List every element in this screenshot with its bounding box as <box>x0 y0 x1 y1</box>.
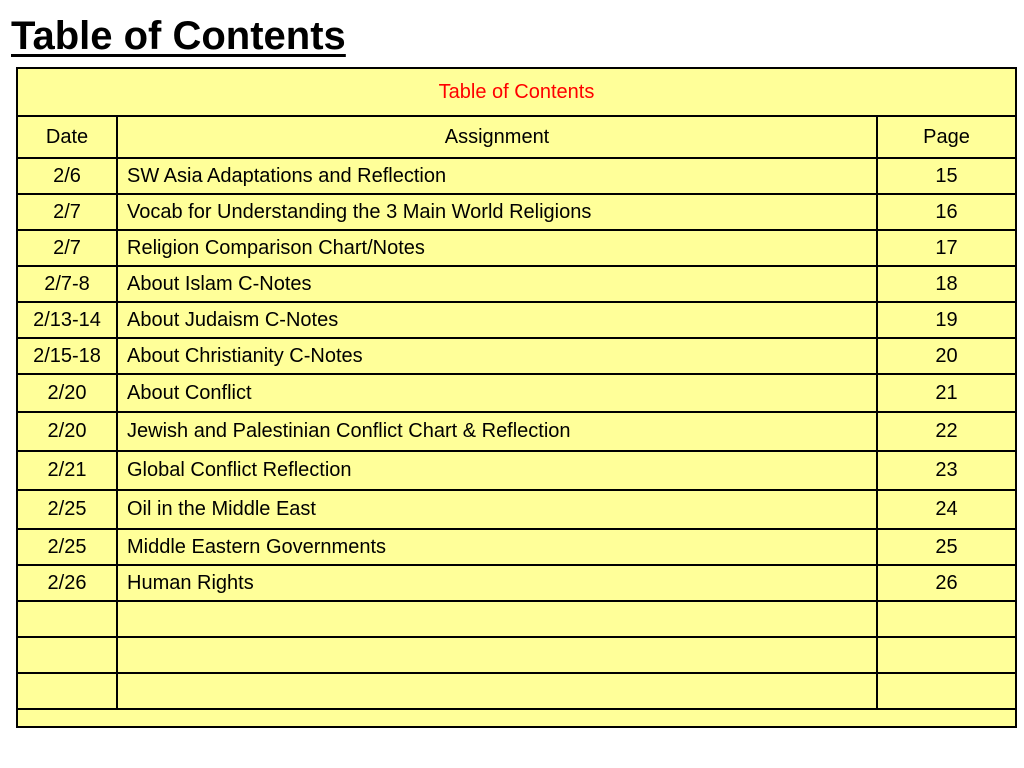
date-cell: 2/13-14 <box>17 302 117 338</box>
assignment-cell: About Conflict <box>117 374 877 412</box>
page-cell: 20 <box>877 338 1016 374</box>
date-cell <box>17 601 117 637</box>
table-row <box>17 490 1016 529</box>
page-title: Table of Contents <box>11 14 346 58</box>
date-cell: 2/25 <box>17 490 117 529</box>
date-cell: 2/7-8 <box>17 266 117 302</box>
page-cell: 26 <box>877 565 1016 601</box>
table-header-row <box>17 116 1016 158</box>
assignment-cell: Jewish and Palestinian Conflict Chart & Reflection <box>117 412 877 451</box>
date-cell <box>17 637 117 673</box>
table-row <box>17 302 1016 338</box>
table-row-empty <box>17 673 1016 709</box>
page-cell: 24 <box>877 490 1016 529</box>
page-cell <box>877 673 1016 709</box>
table-row-empty <box>17 637 1016 673</box>
page-cell <box>877 637 1016 673</box>
date-cell: 2/15-18 <box>17 338 117 374</box>
table-row <box>17 451 1016 490</box>
page-cell: 15 <box>877 158 1016 194</box>
table-row-empty <box>17 601 1016 637</box>
page-cell: 22 <box>877 412 1016 451</box>
assignment-cell: About Islam C-Notes <box>117 266 877 302</box>
assignment-cell <box>117 673 877 709</box>
date-column-header: Date <box>17 116 117 158</box>
assignment-cell: Vocab for Understanding the 3 Main World Religions <box>117 194 877 230</box>
date-cell: 2/7 <box>17 230 117 266</box>
assignment-column-header: Assignment <box>117 116 877 158</box>
page-cell: 16 <box>877 194 1016 230</box>
date-cell <box>17 673 117 709</box>
table-row <box>17 374 1016 412</box>
table-row <box>17 230 1016 266</box>
table-row <box>17 338 1016 374</box>
toc-table <box>16 67 1017 728</box>
assignment-cell: About Christianity C-Notes <box>117 338 877 374</box>
assignment-cell: SW Asia Adaptations and Reflection <box>117 158 877 194</box>
assignment-cell <box>117 637 877 673</box>
assignment-cell: Religion Comparison Chart/Notes <box>117 230 877 266</box>
date-cell: 2/25 <box>17 529 117 565</box>
table-row <box>17 194 1016 230</box>
table-footer-row <box>17 709 1016 727</box>
table-footer-cell <box>17 709 1016 727</box>
page-cell: 21 <box>877 374 1016 412</box>
page-cell <box>877 601 1016 637</box>
page-cell: 17 <box>877 230 1016 266</box>
table-row <box>17 565 1016 601</box>
assignment-cell <box>117 601 877 637</box>
date-cell: 2/6 <box>17 158 117 194</box>
table-caption: Table of Contents <box>17 68 1016 116</box>
table-row <box>17 158 1016 194</box>
page-cell: 19 <box>877 302 1016 338</box>
table-row <box>17 412 1016 451</box>
assignment-cell: About Judaism C-Notes <box>117 302 877 338</box>
page-column-header: Page <box>877 116 1016 158</box>
date-cell: 2/26 <box>17 565 117 601</box>
table-row <box>17 266 1016 302</box>
page-cell: 23 <box>877 451 1016 490</box>
page-cell: 18 <box>877 266 1016 302</box>
assignment-cell: Human Rights <box>117 565 877 601</box>
date-cell: 2/20 <box>17 412 117 451</box>
table-row <box>17 529 1016 565</box>
date-cell: 2/20 <box>17 374 117 412</box>
date-cell: 2/7 <box>17 194 117 230</box>
date-cell: 2/21 <box>17 451 117 490</box>
page-cell: 25 <box>877 529 1016 565</box>
assignment-cell: Middle Eastern Governments <box>117 529 877 565</box>
assignment-cell: Oil in the Middle East <box>117 490 877 529</box>
assignment-cell: Global Conflict Reflection <box>117 451 877 490</box>
table-caption-row <box>17 68 1016 116</box>
